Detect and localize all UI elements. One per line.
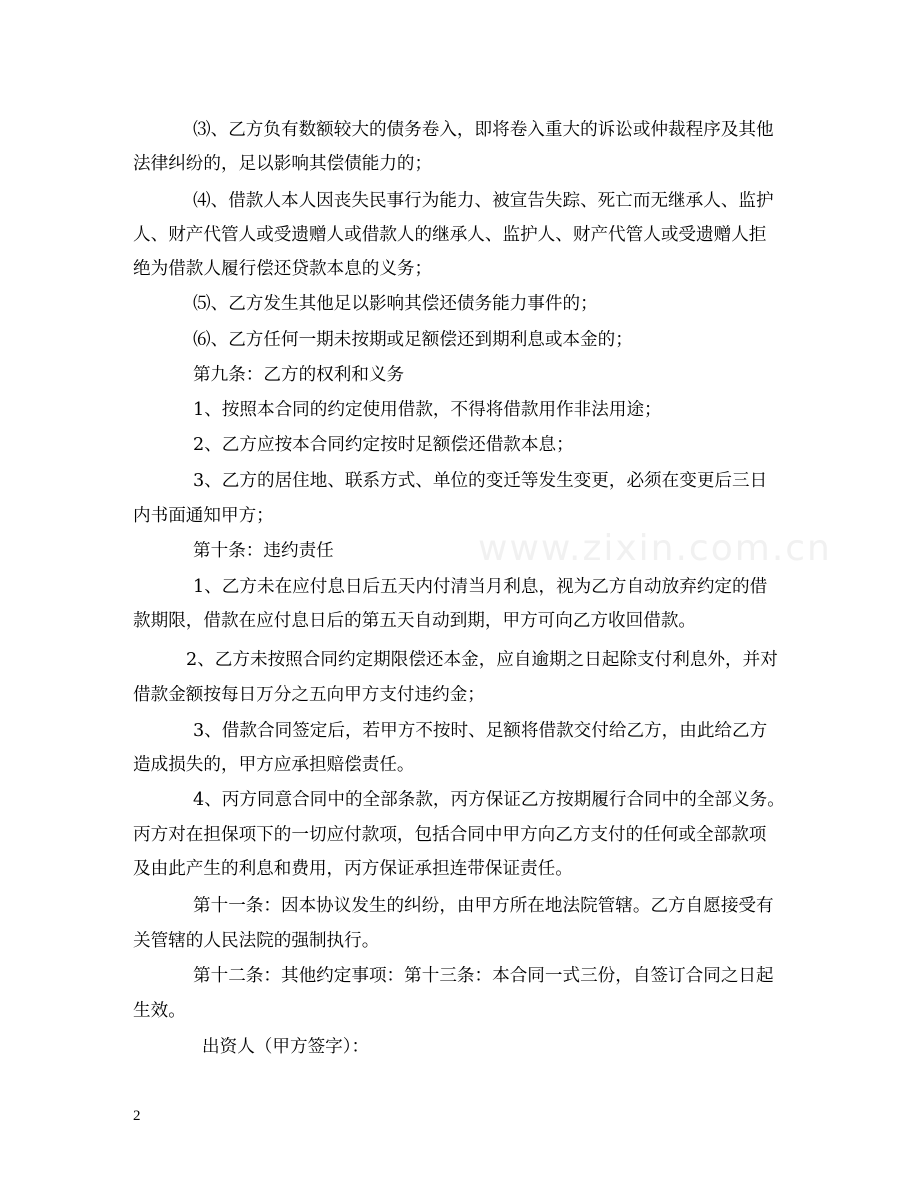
text-line: 法律纠纷的，足以影响其偿债能力的； [133, 154, 433, 174]
text-line: ⑸、乙方发生其他足以影响其偿还债务能力事件的； [193, 294, 598, 314]
signature-line: 出资人（甲方签字）： [202, 1037, 370, 1057]
text-line: 4、丙方同意合同中的全部条款，丙方保证乙方按期履行合同中的全部义务。 [193, 790, 785, 810]
section-heading: 第十一条：因本协议发生的纠纷，由甲方所在地法院管辖。乙方自愿接受有 [193, 896, 774, 916]
page-number: 2 [133, 1108, 141, 1124]
section-heading: 第十二条：其他约定事项：第十三条：本合同一式三份，自签订合同之日起 [193, 966, 774, 986]
text-line: 造成损失的，甲方应承担赔偿责任。 [133, 755, 415, 775]
text-line: 3、借款合同签定后，若甲方不按时、足额将借款交付给乙方，由此给乙方 [193, 721, 768, 741]
text-line: 款期限，借款在应付息日后的第五天自动到期，甲方可向乙方收回借款。 [133, 611, 697, 631]
text-line: 内书面通知甲方； [133, 506, 274, 526]
text-line: ⑹、乙方任何一期未按期或足额偿还到期利息或本金的； [193, 330, 633, 350]
text-line: ⑶、乙方负有数额较大的债务卷入，即将卷入重大的诉讼或仲裁程序及其他 [193, 120, 774, 140]
section-heading: 第十条：违约责任 [193, 541, 334, 561]
text-line: 借款金额按每日万分之五向甲方支付违约金； [133, 685, 485, 705]
text-line: 3、乙方的居住地、联系方式、单位的变迁等发生变更，必须在变更后三日 [193, 471, 768, 491]
text-line: 人、财产代管人或受遗赠人或借款人的继承人、监护人、财产代管人或受遗赠人拒 [133, 225, 767, 245]
text-line: 2、乙方未按照合同约定期限偿还本金，应自逾期之日起除支付利息外，并对 [186, 650, 778, 670]
text-line: 1、乙方未在应付息日后五天内付清当月利息，视为乙方自动放弃约定的借 [193, 577, 768, 597]
text-line: 及由此产生的利息和费用，丙方保证承担连带保证责任。 [133, 859, 573, 879]
text-line: 丙方对在担保项下的一切应付款项，包括合同中甲方向乙方支付的任何或全部款项 [133, 825, 767, 845]
watermark: www.zixin.com.cn [478, 528, 832, 569]
section-heading: 第九条：乙方的权利和义务 [193, 365, 405, 385]
text-line: 生效。 [133, 1001, 186, 1021]
text-line: 绝为借款人履行偿还贷款本息的义务； [133, 259, 433, 279]
text-line: 2、乙方应按本合同约定按时足额偿还借款本息； [193, 435, 574, 455]
text-line: ⑷、借款人本人因丧失民事行为能力、被宣告失踪、死亡而无继承人、监护 [193, 191, 774, 211]
text-line: 1、按照本合同的约定使用借款，不得将借款用作非法用途； [193, 400, 662, 420]
text-line: 关管辖的人民法院的强制执行。 [133, 931, 380, 951]
